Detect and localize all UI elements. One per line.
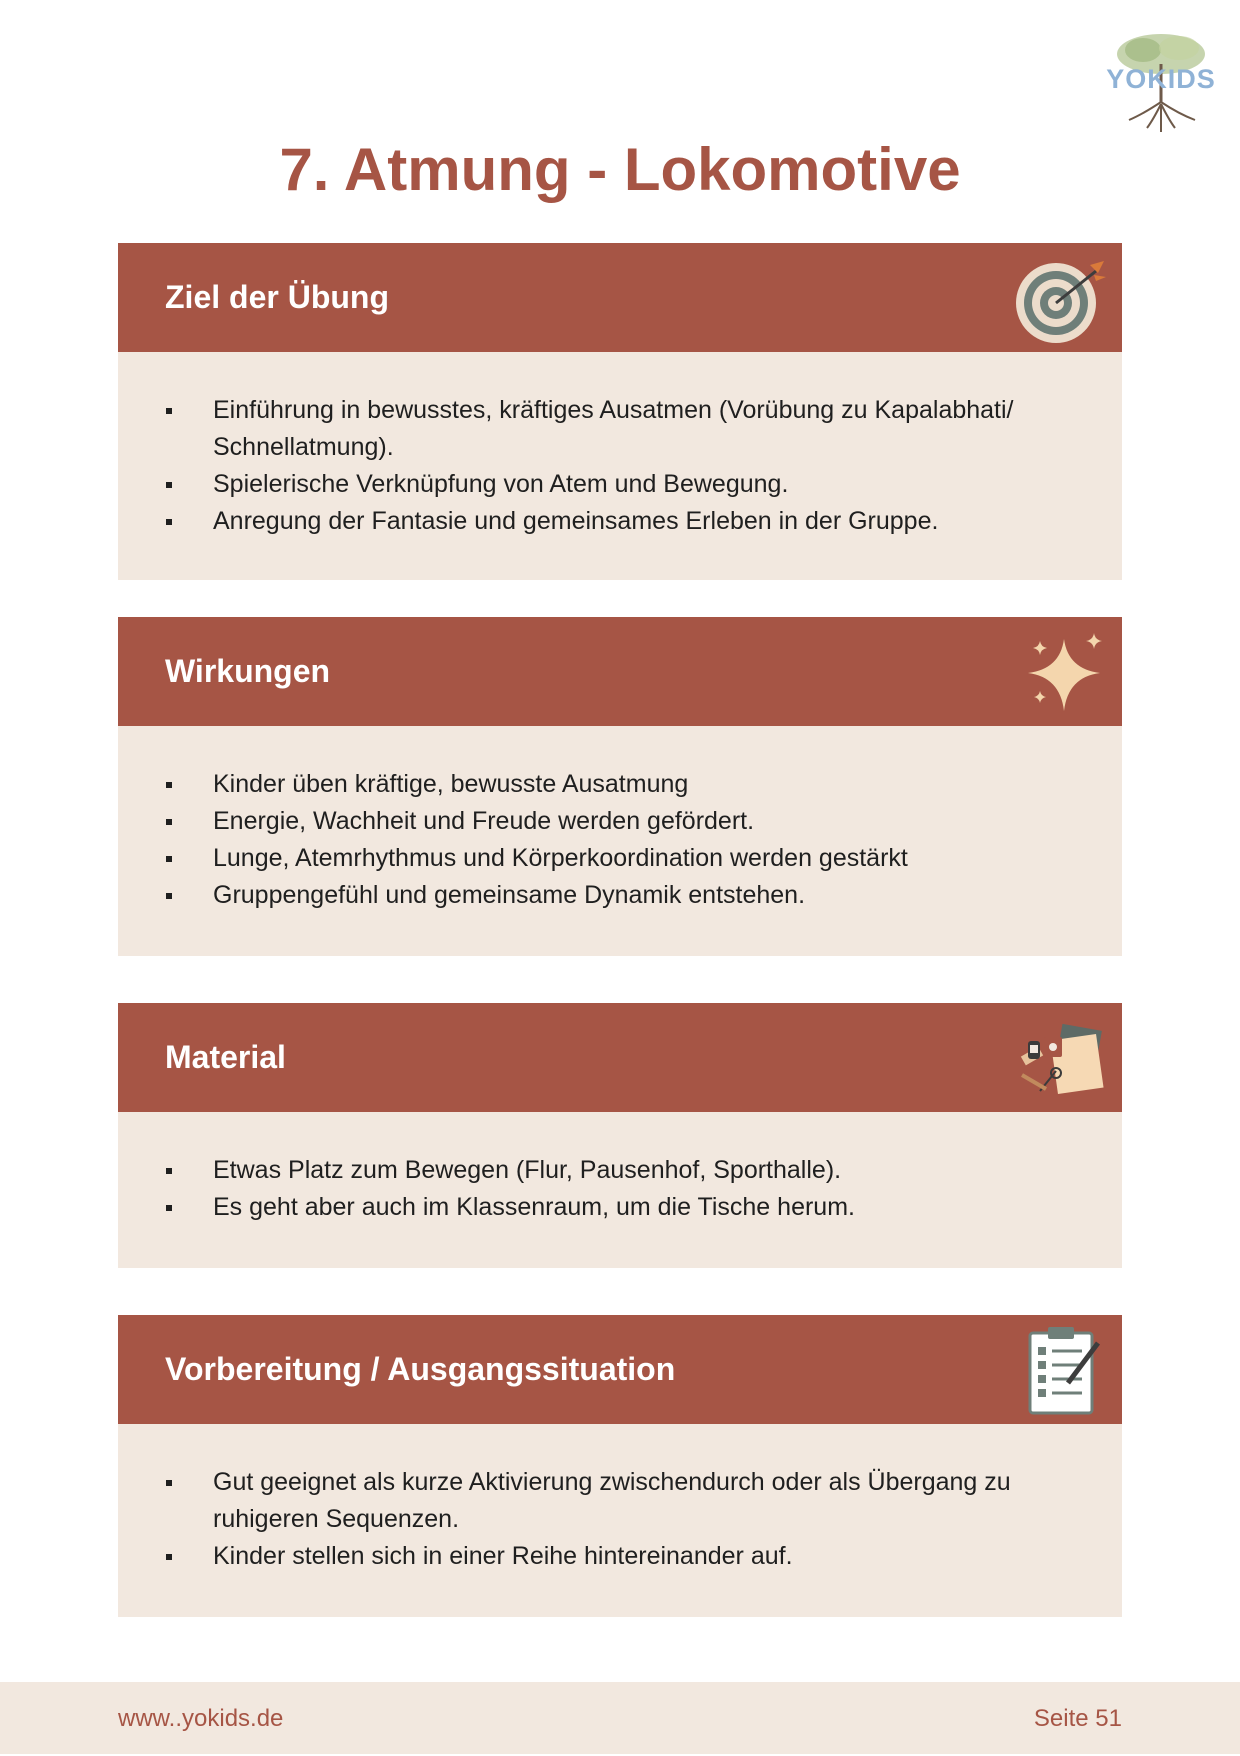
bullet-icon <box>166 519 172 525</box>
list-item: Gut geeignet als kurze Aktivierung zwischendurch oder als Übergang zu ruhigeren Sequenzen. <box>118 1464 1122 1538</box>
bullet-icon <box>166 782 172 788</box>
page-title: 7. Atmung - Lokomotive <box>279 136 961 203</box>
bullet-icon <box>166 1168 172 1174</box>
bullet-icon <box>166 1480 172 1486</box>
section-preparation <box>118 1315 1122 1617</box>
section-title: Ziel der Übung <box>165 279 389 315</box>
bullet-icon <box>166 1205 172 1211</box>
section-body <box>118 352 1122 580</box>
bullet-icon <box>166 408 172 414</box>
section-effects <box>118 617 1122 956</box>
sparkle-icon <box>1012 625 1108 719</box>
logo-text: YOKIDS <box>1106 64 1216 94</box>
bullet-list <box>118 392 1122 540</box>
bullet-list <box>118 766 1122 914</box>
section-body <box>118 1112 1122 1268</box>
bullet-icon <box>166 1554 172 1560</box>
yokids-logo <box>1103 24 1219 140</box>
section-header <box>118 617 1122 726</box>
list-item: Einführung in bewusstes, kräftiges Ausatmen (Vorübung zu Kapalabhati/ Schnellatmung). <box>118 392 1122 466</box>
bullet-list <box>118 1464 1122 1575</box>
section-body <box>118 1424 1122 1617</box>
list-item: Energie, Wachheit und Freude werden gefördert. <box>118 803 1122 840</box>
bullet-icon <box>166 482 172 488</box>
section-body <box>118 726 1122 956</box>
bullet-icon <box>166 856 172 862</box>
list-item: Etwas Platz zum Bewegen (Flur, Pausenhof, Sporthalle). <box>118 1152 1122 1189</box>
list-item: Anregung der Fantasie und gemeinsames Erleben in der Gruppe. <box>118 503 1122 540</box>
list-item: Gruppengefühl und gemeinsame Dynamik entstehen. <box>118 877 1122 914</box>
section-header <box>118 1003 1122 1112</box>
bullet-icon <box>166 893 172 899</box>
target-icon <box>1012 251 1108 345</box>
craft-supplies-icon <box>1012 1011 1108 1105</box>
footer-website-link[interactable]: www..yokids.de <box>118 1705 284 1732</box>
section-title: Material <box>165 1039 286 1075</box>
section-goal <box>118 243 1122 580</box>
section-header <box>118 243 1122 352</box>
page-number: Seite 51 <box>1033 1705 1122 1732</box>
section-title: Wirkungen <box>165 653 331 689</box>
list-item: Lunge, Atemrhythmus und Körperkoordination werden gestärkt <box>118 840 1122 877</box>
list-item: Kinder stellen sich in einer Reihe hintereinander auf. <box>118 1538 1122 1575</box>
bullet-icon <box>166 819 172 825</box>
section-title: Vorbereitung / Ausgangssituation <box>165 1351 676 1387</box>
bullet-list <box>118 1152 1122 1226</box>
clipboard-checklist-icon <box>1012 1323 1108 1417</box>
list-item: Kinder üben kräftige, bewusste Ausatmung <box>118 766 1122 803</box>
footer <box>0 1682 1240 1754</box>
list-item: Es geht aber auch im Klassenraum, um die Tische herum. <box>118 1189 1122 1226</box>
list-item: Spielerische Verknüpfung von Atem und Bewegung. <box>118 466 1122 503</box>
section-header <box>118 1315 1122 1424</box>
section-material <box>118 1003 1122 1268</box>
